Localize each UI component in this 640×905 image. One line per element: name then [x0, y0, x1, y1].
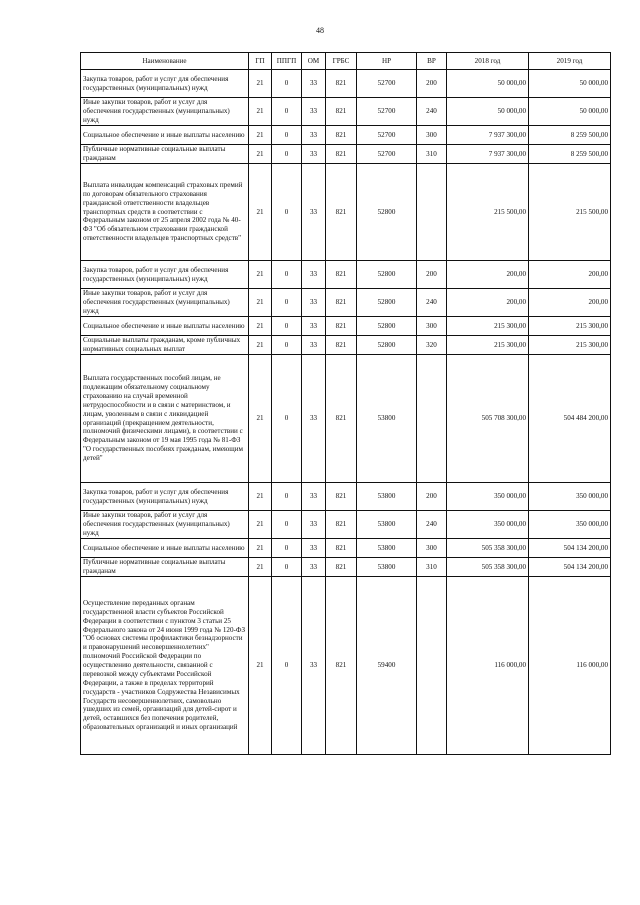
column-header-grbs: ГРБС	[326, 53, 357, 70]
cell-nr: 53800	[357, 511, 417, 539]
cell-ppgp: 0	[272, 539, 302, 558]
cell-name: Публичные нормативные социальные выплаты гражданам	[81, 145, 249, 164]
cell-vr: 200	[417, 261, 447, 289]
cell-gp: 21	[249, 98, 272, 126]
cell-ppgp: 0	[272, 317, 302, 336]
cell-vr	[417, 577, 447, 755]
table-row	[81, 483, 611, 511]
table-row	[81, 70, 611, 98]
cell-gp: 21	[249, 483, 272, 511]
cell-om: 33	[302, 558, 326, 577]
cell-name: Осуществление переданных органам государственной власти субъектов Российской Федерации в соответствии с пунктом 3 статьи 25 Федерального закона от 24 июня 1999 года № 120-ФЗ "Об основах системы профилактики безнадзорности и правонарушений несовершеннолетних" полномочий Российской Федерации по осуществлению деятельности, связанной с перевозкой между субъектами Российской Федерации, а также в пределах территорий государств - участников Содружества Независимых Государств несовершеннолетних, самовольно ушедших из семей, организаций для детей-сирот и детей, оставшихся без попечения родителей, образовательных организаций и иных организаций	[81, 577, 249, 755]
cell-y2018: 50 000,00	[447, 70, 529, 98]
table-row	[81, 511, 611, 539]
cell-om: 33	[302, 126, 326, 145]
column-header-name: Наименование	[81, 53, 249, 70]
cell-y2018: 350 000,00	[447, 511, 529, 539]
cell-nr: 52700	[357, 145, 417, 164]
cell-gp: 21	[249, 355, 272, 483]
cell-grbs: 821	[326, 261, 357, 289]
cell-vr: 300	[417, 539, 447, 558]
cell-om: 33	[302, 317, 326, 336]
cell-name: Выплата государственных пособий лицам, не подлежащим обязательному социальному страхованию на случай временной нетрудоспособности и в связи с материнством, и лицам, уволенным в связи с ликвидацией организаций (прекращением деятельности, полномочий физическими лицами), в соответствии с Федеральным законом от 19 мая 1995 года № 81-ФЗ "О государственных пособиях гражданам, имеющим детей"	[81, 355, 249, 483]
cell-nr: 53800	[357, 558, 417, 577]
cell-om: 33	[302, 577, 326, 755]
cell-ppgp: 0	[272, 577, 302, 755]
cell-y2019: 200,00	[529, 289, 611, 317]
table-row	[81, 558, 611, 577]
cell-grbs: 821	[326, 577, 357, 755]
cell-nr: 52800	[357, 317, 417, 336]
cell-y2019: 504 134 200,00	[529, 539, 611, 558]
cell-grbs: 821	[326, 558, 357, 577]
cell-grbs: 821	[326, 483, 357, 511]
cell-y2019: 8 259 500,00	[529, 145, 611, 164]
cell-y2018: 350 000,00	[447, 483, 529, 511]
cell-grbs: 821	[326, 126, 357, 145]
cell-y2018: 505 358 300,00	[447, 539, 529, 558]
cell-y2019: 350 000,00	[529, 483, 611, 511]
column-header-2018: 2018 год	[447, 53, 529, 70]
cell-y2019: 215 500,00	[529, 164, 611, 261]
cell-y2019: 350 000,00	[529, 511, 611, 539]
cell-vr: 310	[417, 145, 447, 164]
cell-om: 33	[302, 164, 326, 261]
cell-grbs: 821	[326, 164, 357, 261]
cell-y2019: 215 300,00	[529, 317, 611, 336]
cell-y2018: 50 000,00	[447, 98, 529, 126]
table-row	[81, 289, 611, 317]
cell-gp: 21	[249, 126, 272, 145]
cell-om: 33	[302, 539, 326, 558]
cell-nr: 52700	[357, 126, 417, 145]
table-row	[81, 164, 611, 261]
cell-name: Закупка товаров, работ и услуг для обеспечения государственных (муниципальных) нужд	[81, 483, 249, 511]
cell-grbs: 821	[326, 289, 357, 317]
cell-ppgp: 0	[272, 511, 302, 539]
cell-om: 33	[302, 511, 326, 539]
cell-nr: 52800	[357, 261, 417, 289]
cell-y2018: 505 708 300,00	[447, 355, 529, 483]
cell-gp: 21	[249, 289, 272, 317]
cell-y2018: 7 937 300,00	[447, 126, 529, 145]
cell-nr: 53800	[357, 483, 417, 511]
cell-name: Выплата инвалидам компенсаций страховых премий по договорам обязательного страхования гражданской ответственности владельцев транспортных средств в соответствии с Федеральным законом от 25 апреля 2002 года № 40-ФЗ "Об обязательном страховании гражданской ответственности владельцев транспортных средств"	[81, 164, 249, 261]
column-header-nr: НР	[357, 53, 417, 70]
cell-gp: 21	[249, 164, 272, 261]
cell-ppgp: 0	[272, 483, 302, 511]
cell-vr	[417, 355, 447, 483]
cell-om: 33	[302, 289, 326, 317]
cell-om: 33	[302, 355, 326, 483]
table-row	[81, 355, 611, 483]
cell-y2018: 505 358 300,00	[447, 558, 529, 577]
cell-name: Социальные выплаты гражданам, кроме публичных нормативных социальных выплат	[81, 336, 249, 355]
cell-name: Социальное обеспечение и иные выплаты населению	[81, 126, 249, 145]
column-header-ppgp: ППГП	[272, 53, 302, 70]
table-row	[81, 126, 611, 145]
cell-y2018: 200,00	[447, 261, 529, 289]
cell-y2019: 8 259 500,00	[529, 126, 611, 145]
column-header-gp: ГП	[249, 53, 272, 70]
cell-grbs: 821	[326, 70, 357, 98]
cell-y2018: 215 500,00	[447, 164, 529, 261]
cell-y2019: 504 484 200,00	[529, 355, 611, 483]
cell-om: 33	[302, 261, 326, 289]
cell-y2019: 116 000,00	[529, 577, 611, 755]
cell-gp: 21	[249, 317, 272, 336]
table-header-row	[81, 53, 611, 70]
cell-ppgp: 0	[272, 261, 302, 289]
cell-om: 33	[302, 145, 326, 164]
cell-vr: 300	[417, 317, 447, 336]
cell-nr: 52800	[357, 336, 417, 355]
cell-name: Закупка товаров, работ и услуг для обеспечения государственных (муниципальных) нужд	[81, 261, 249, 289]
budget-table	[80, 52, 611, 755]
cell-grbs: 821	[326, 145, 357, 164]
cell-vr	[417, 164, 447, 261]
column-header-2019: 2019 год	[529, 53, 611, 70]
table-row	[81, 145, 611, 164]
cell-om: 33	[302, 483, 326, 511]
cell-vr: 240	[417, 511, 447, 539]
cell-vr: 320	[417, 336, 447, 355]
cell-grbs: 821	[326, 336, 357, 355]
cell-vr: 300	[417, 126, 447, 145]
cell-name: Закупка товаров, работ и услуг для обеспечения государственных (муниципальных) нужд	[81, 70, 249, 98]
page-number: 48	[316, 26, 324, 35]
cell-gp: 21	[249, 558, 272, 577]
cell-nr: 52800	[357, 289, 417, 317]
cell-gp: 21	[249, 577, 272, 755]
cell-ppgp: 0	[272, 355, 302, 483]
cell-ppgp: 0	[272, 98, 302, 126]
cell-grbs: 821	[326, 355, 357, 483]
table-row	[81, 539, 611, 558]
cell-name: Иные закупки товаров, работ и услуг для обеспечения государственных (муниципальных) нужд	[81, 289, 249, 317]
cell-y2018: 215 300,00	[447, 317, 529, 336]
cell-y2019: 504 134 200,00	[529, 558, 611, 577]
cell-y2019: 50 000,00	[529, 98, 611, 126]
cell-y2018: 116 000,00	[447, 577, 529, 755]
cell-om: 33	[302, 98, 326, 126]
cell-vr: 240	[417, 98, 447, 126]
cell-grbs: 821	[326, 98, 357, 126]
cell-gp: 21	[249, 70, 272, 98]
cell-name: Социальное обеспечение и иные выплаты населению	[81, 317, 249, 336]
cell-vr: 240	[417, 289, 447, 317]
cell-y2019: 215 300,00	[529, 336, 611, 355]
table-row	[81, 336, 611, 355]
cell-om: 33	[302, 336, 326, 355]
cell-nr: 52700	[357, 98, 417, 126]
cell-gp: 21	[249, 539, 272, 558]
cell-gp: 21	[249, 261, 272, 289]
cell-y2019: 200,00	[529, 261, 611, 289]
cell-ppgp: 0	[272, 336, 302, 355]
cell-grbs: 821	[326, 511, 357, 539]
cell-vr: 200	[417, 483, 447, 511]
cell-nr: 52700	[357, 70, 417, 98]
table-row	[81, 261, 611, 289]
cell-nr: 59400	[357, 577, 417, 755]
cell-gp: 21	[249, 511, 272, 539]
cell-om: 33	[302, 70, 326, 98]
cell-y2018: 7 937 300,00	[447, 145, 529, 164]
cell-vr: 310	[417, 558, 447, 577]
cell-ppgp: 0	[272, 145, 302, 164]
table-row	[81, 317, 611, 336]
cell-y2018: 215 300,00	[447, 336, 529, 355]
column-header-om: ОМ	[302, 53, 326, 70]
cell-ppgp: 0	[272, 558, 302, 577]
cell-y2019: 50 000,00	[529, 70, 611, 98]
cell-nr: 53800	[357, 539, 417, 558]
table-row	[81, 577, 611, 755]
cell-nr: 53800	[357, 355, 417, 483]
cell-grbs: 821	[326, 539, 357, 558]
cell-gp: 21	[249, 145, 272, 164]
table-row	[81, 98, 611, 126]
cell-name: Публичные нормативные социальные выплаты гражданам	[81, 558, 249, 577]
cell-nr: 52800	[357, 164, 417, 261]
cell-grbs: 821	[326, 317, 357, 336]
cell-y2018: 200,00	[447, 289, 529, 317]
cell-name: Иные закупки товаров, работ и услуг для обеспечения государственных (муниципальных) нужд	[81, 98, 249, 126]
cell-ppgp: 0	[272, 70, 302, 98]
cell-vr: 200	[417, 70, 447, 98]
cell-gp: 21	[249, 336, 272, 355]
cell-name: Иные закупки товаров, работ и услуг для обеспечения государственных (муниципальных) нужд	[81, 511, 249, 539]
cell-ppgp: 0	[272, 126, 302, 145]
cell-ppgp: 0	[272, 289, 302, 317]
cell-ppgp: 0	[272, 164, 302, 261]
column-header-vr: ВР	[417, 53, 447, 70]
cell-name: Социальное обеспечение и иные выплаты населению	[81, 539, 249, 558]
